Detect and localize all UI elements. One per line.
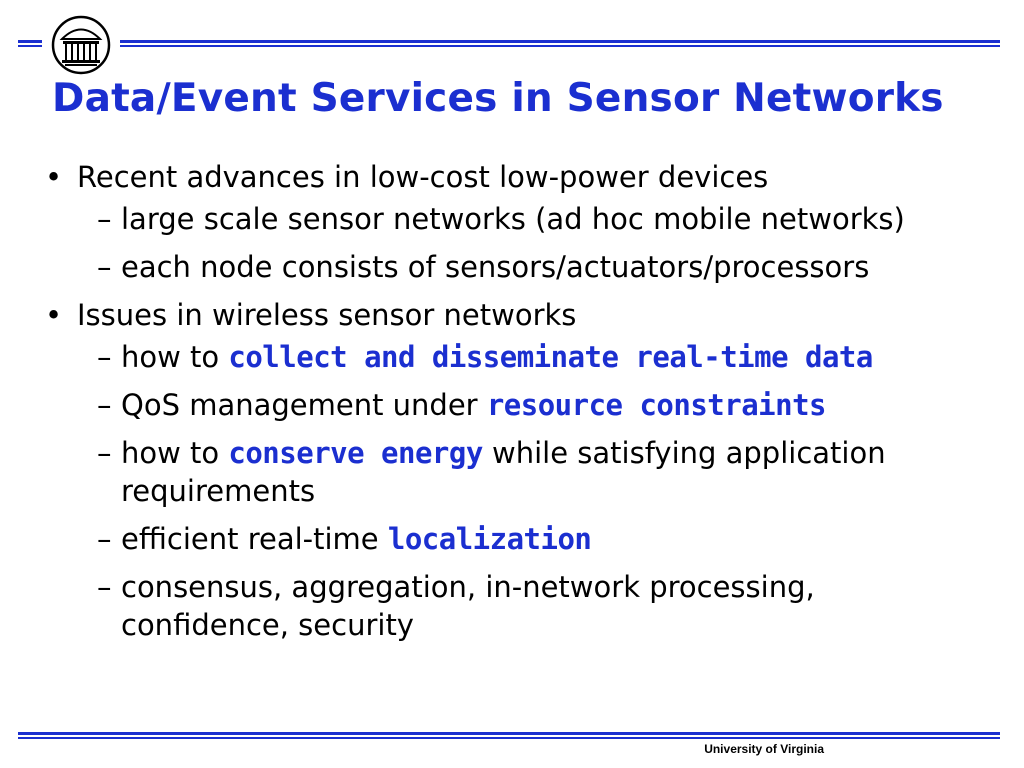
dash-mark: –: [97, 340, 112, 374]
bullet-item: [45, 158, 1005, 196]
dash-mark: –: [97, 250, 112, 284]
sub-text: QoS management under: [121, 388, 487, 422]
dash-mark: –: [97, 570, 112, 604]
sub-text-line2: requirements: [121, 474, 316, 508]
sub-item: [45, 520, 1005, 558]
bullet-text: Recent advances in low-cost low-power devices: [77, 160, 769, 194]
slide-title: Data/Event Services in Sensor Networks: [52, 76, 944, 121]
sub-text: how to: [121, 436, 229, 470]
sub-text: consensus, aggregation, in-network processing,: [121, 570, 815, 604]
sub-text-after: while satisfying application: [482, 436, 886, 470]
sub-text-line2: confidence, security: [121, 608, 414, 642]
sub-item: [45, 386, 1005, 424]
rotunda-logo-icon: [50, 14, 112, 76]
highlight-text: collect and disseminate real-time data: [228, 340, 873, 374]
dash-mark: –: [97, 436, 112, 470]
bullet-text: Issues in wireless sensor networks: [77, 298, 577, 332]
dash-mark: –: [97, 522, 112, 556]
bullet-group-1: [45, 158, 1005, 286]
sub-item: [45, 434, 1005, 510]
sub-text: efficient real-time: [121, 522, 388, 556]
sub-item: [45, 338, 1005, 376]
bullet-item: [45, 296, 1005, 334]
sub-text: how to: [121, 340, 229, 374]
sub-item: [45, 568, 1005, 644]
dash-mark: –: [97, 202, 112, 236]
bullet-mark: •: [45, 160, 63, 194]
sub-item: [45, 200, 1005, 238]
sub-text: large scale sensor networks (ad hoc mobile networks): [121, 202, 905, 236]
slide-body: [45, 158, 1005, 654]
footer-text: University of Virginia: [704, 742, 824, 756]
sub-text: each node consists of sensors/actuators/processors: [121, 250, 870, 284]
sub-item: [45, 248, 1005, 286]
dash-mark: –: [97, 388, 112, 422]
highlight-text: resource constraints: [486, 388, 827, 422]
highlight-text: localization: [387, 522, 592, 556]
bullet-mark: •: [45, 298, 63, 332]
bullet-group-2: [45, 296, 1005, 644]
highlight-text: conserve energy: [228, 436, 483, 470]
